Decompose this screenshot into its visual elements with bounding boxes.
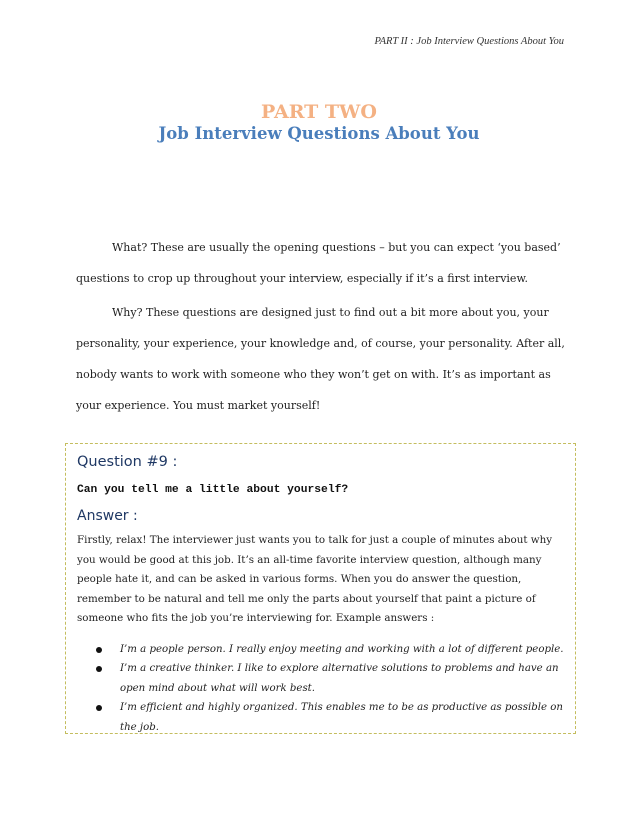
intro-paragraph-what: What? These are usually the opening questions – but you can expect ‘you based’ questions to crop up throughout your interview, especially if it’s a first interview. (76, 241, 561, 285)
part-label: PART TWO (261, 101, 377, 123)
list-item-text: I’m a creative thinker. I like to explore alternative solutions to problems and have an open mind about what will work best. (120, 663, 559, 694)
list-item-text: I’m a people person. I really enjoy meeting and working with a lot of different people. (120, 643, 564, 655)
page-title: Job Interview Questions About You (158, 124, 480, 143)
question-label: Question #9 : (77, 454, 178, 470)
bullet-icon (96, 666, 102, 672)
answer-label: Answer : (77, 508, 138, 524)
list-item (96, 659, 564, 698)
example-answers-list (77, 640, 564, 738)
list-item-text: I’m efficient and highly organized. This enables me to be as productive as possible on the job. (120, 702, 563, 733)
answer-text: Firstly, relax! The interviewer just wants you to talk for just a couple of minutes about why you would be good at this job. It’s an all-time favorite interview question, although many people hate it, and can be asked in various forms. When you do answer the question, remember to be natural and tell me only the parts about yourself that paint a picture of someone who fits the job you’re interviewing for. Example answers : (77, 534, 553, 624)
intro-paragraph-why: Why? These questions are designed just to find out a bit more about you, your personality, your experience, your knowledge and, of course, your personality. After all, nobody wants to work with someone who they won’t get on with. It’s as important as your experience. You must market yourself! (76, 306, 565, 412)
question-text: Can you tell me a little about yourself? (77, 484, 349, 496)
list-item (96, 640, 564, 660)
running-header: PART II : Job Interview Questions About You (374, 36, 564, 47)
question-box (65, 443, 576, 734)
list-item (96, 698, 564, 737)
bullet-icon (96, 647, 102, 653)
bullet-icon (96, 705, 102, 711)
intro-section (76, 232, 566, 424)
